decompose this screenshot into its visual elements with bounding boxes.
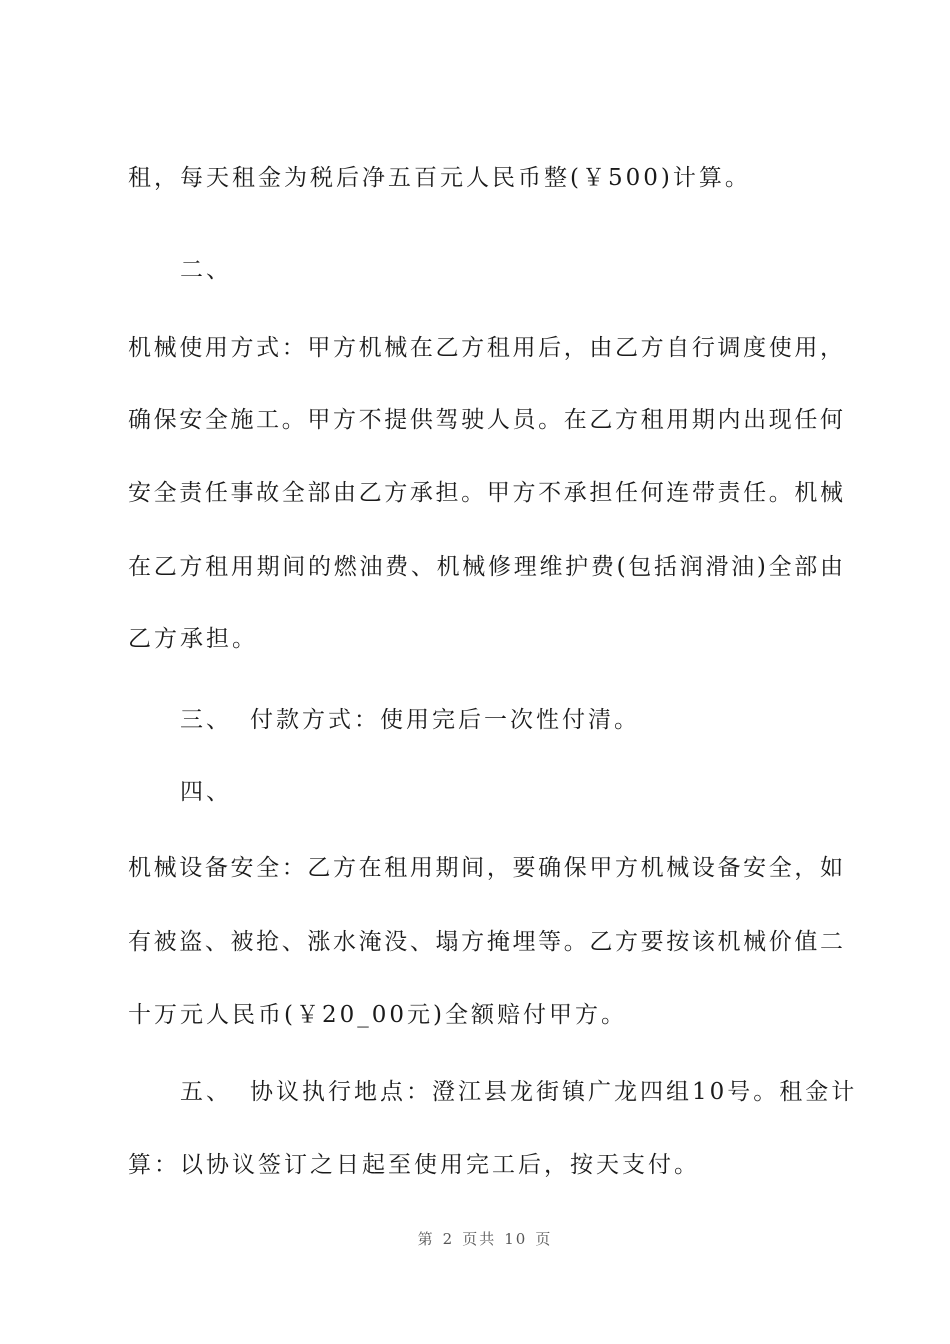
paragraph-line: 十万元人民币(￥20_00元)全额赔付甲方。	[128, 1002, 627, 1028]
paragraph-line: 有被盗、被抢、涨水淹没、塌方掩埋等。乙方要按该机械价值二	[128, 929, 843, 955]
paragraph-line: 租，每天租金为税后净五百元人民币整(￥500)计算。	[128, 165, 751, 191]
paragraph-line: 安全责任事故全部由乙方承担。甲方不承担任何连带责任。机械	[128, 480, 843, 506]
paragraph-line: 算：以协议签订之日起至使用完工后，按天支付。	[128, 1152, 700, 1178]
footer-total-pages: 10	[504, 1230, 528, 1248]
footer-current-page: 2	[442, 1230, 455, 1248]
section-number: 四、	[180, 779, 232, 805]
paragraph-line: 机械使用方式：甲方机械在乙方租用后，由乙方自行调度使用，	[128, 335, 843, 361]
section-number: 三、	[180, 707, 232, 733]
section-line	[180, 705, 895, 735]
section-text: 协议执行地点：澄江县龙街镇广龙四组10号。租金计	[250, 1079, 858, 1105]
section-number: 二、	[180, 257, 232, 283]
section-line	[180, 1077, 858, 1107]
footer-suffix: 页	[535, 1230, 553, 1248]
section-number: 五、	[180, 1079, 232, 1105]
section-text: 付款方式：使用完后一次性付清。	[250, 707, 640, 733]
paragraph-line: 机械设备安全：乙方在租用期间，要确保甲方机械设备安全，如	[128, 855, 843, 881]
page-number-footer	[0, 1228, 950, 1249]
paragraph-line: 在乙方租用期间的燃油费、机械修理维护费(包括润滑油)全部由	[128, 554, 843, 580]
footer-middle: 页共	[462, 1230, 497, 1248]
paragraph-line: 乙方承担。	[128, 626, 258, 652]
footer-prefix: 第	[417, 1230, 435, 1248]
paragraph-line: 确保安全施工。甲方不提供驾驶人员。在乙方租用期内出现任何	[128, 407, 843, 433]
